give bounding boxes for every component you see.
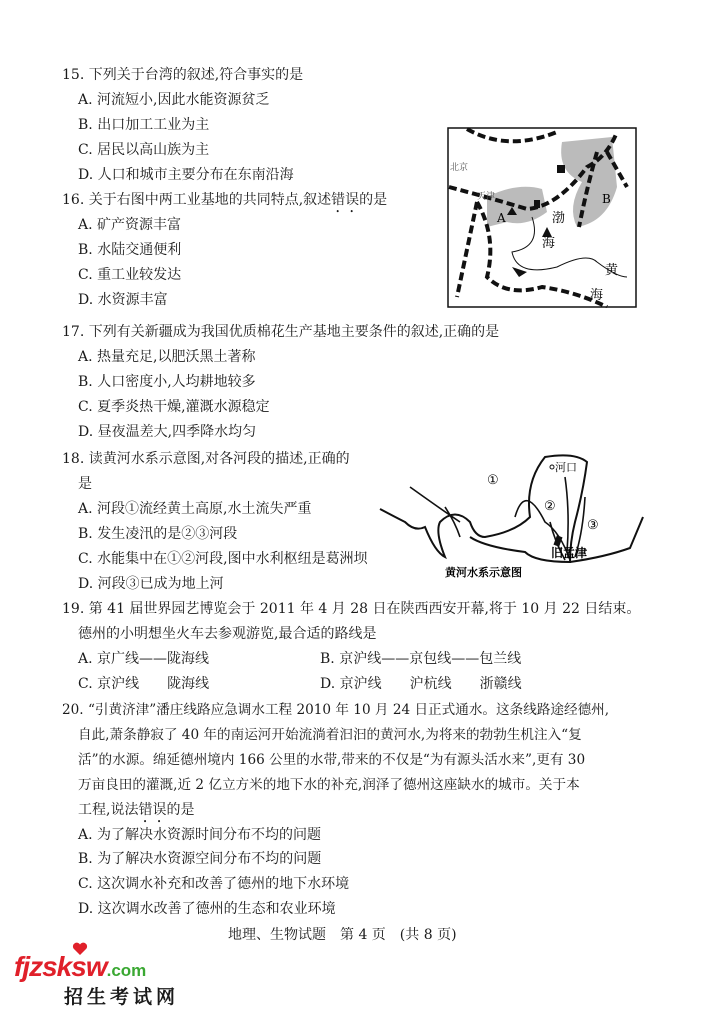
stem-text: 的是 bbox=[359, 192, 388, 208]
logo-site-text: fjzsksw bbox=[14, 951, 107, 982]
q16-option-d: D. 水资源丰富 bbox=[78, 292, 168, 308]
q19-option-c: C. 京沪线 陇海线 bbox=[78, 676, 210, 692]
stem-text: 工程,说法 bbox=[78, 802, 139, 818]
label-bo: 渤 bbox=[552, 211, 566, 226]
q19-option-b: B. 京沪线——京包线——包兰线 bbox=[320, 651, 522, 667]
question-15-stem: 15. 下列关于台湾的叙述,符合事实的是 bbox=[62, 67, 304, 83]
industrial-base-map bbox=[447, 127, 637, 308]
q20-option-c: C. 这次调水补充和改善了德州的地下水环境 bbox=[78, 876, 350, 892]
q16-option-b: B. 水陆交通便利 bbox=[78, 242, 182, 258]
q16-option-a: A. 矿产资源丰富 bbox=[78, 217, 182, 233]
q18-option-a: A. 河段①流经黄土高原,水土流失严重 bbox=[78, 501, 312, 517]
label-huang: 黄 bbox=[605, 263, 619, 278]
estuary-label: 河口 bbox=[555, 461, 577, 474]
label-tianjin: 天津 bbox=[477, 192, 496, 202]
label-b: B bbox=[602, 192, 611, 206]
question-20-stem: 20. “引黄济津”潘庄线路应急调水工程 2010 年 10 月 24 日正式通水。这条线路途经德州, bbox=[62, 702, 610, 718]
q18-option-d: D. 河段③已成为地上河 bbox=[78, 576, 224, 592]
question-17-stem: 17. 下列有关新疆成为我国优质棉花生产基地主要条件的叙述,正确的是 bbox=[62, 324, 500, 340]
q17-option-b: B. 人口密度小,人均耕地较多 bbox=[78, 374, 256, 390]
segment-3-label: ③ bbox=[587, 518, 599, 533]
q18-option-b: B. 发生凌汛的是②③河段 bbox=[78, 526, 238, 542]
label-beijing: 北京 bbox=[450, 163, 469, 173]
emphasis-text: 错误 bbox=[331, 192, 360, 208]
page-footer: 地理、生物试题 第 4 页 (共 8 页) bbox=[228, 927, 457, 943]
q15-option-c: C. 居民以高山族为主 bbox=[78, 142, 210, 158]
question-20-stem-cont: 活”的水源。绵延德州境内 166 公里的水带,带来的不仅是“为有源头活水来”,更有 30 bbox=[78, 752, 586, 768]
question-16-stem bbox=[62, 191, 387, 216]
label-a: A bbox=[497, 211, 506, 225]
question-19-stem-cont: 德州的小明想坐火车去参观游览,最合适的路线是 bbox=[78, 626, 377, 642]
q17-option-d: D. 昼夜温差大,四季降水均匀 bbox=[78, 424, 257, 440]
diagram-caption: 黄河水系示意图 bbox=[445, 566, 522, 579]
question-20-stem-end bbox=[78, 801, 194, 826]
q15-option-a: A. 河流短小,因此水能资源贫乏 bbox=[78, 92, 270, 108]
q20-option-a: A. 为了解决水资源时间分布不均的问题 bbox=[78, 827, 322, 843]
question-18-stem: 18. 读黄河水系示意图,对各河段的描述,正确的 bbox=[62, 451, 350, 467]
site-watermark-logo bbox=[14, 948, 214, 1013]
q18-option-c: C. 水能集中在①②河段,图中水利枢纽是葛洲坝 bbox=[78, 551, 368, 567]
yellow-river-diagram bbox=[375, 452, 645, 582]
logo-cn-text: 招生考试网 bbox=[64, 986, 180, 1008]
q16-option-c: C. 重工业较发达 bbox=[78, 267, 182, 283]
q17-option-a: A. 热量充足,以肥沃黑土著称 bbox=[78, 349, 256, 365]
question-19-stem: 19. 第 41 届世界园艺博览会于 2011 年 4 月 28 日在陕西西安开幕,将于 10 月 22 日结束。 bbox=[62, 601, 641, 617]
q15-option-d: D. 人口和城市主要分布在东南沿海 bbox=[78, 167, 294, 183]
label-hai: 海 bbox=[542, 236, 556, 251]
emphasis-text: 错误 bbox=[138, 802, 167, 818]
label-hai: 海 bbox=[590, 288, 604, 303]
q19-option-d: D. 京沪线 沪杭线 浙赣线 bbox=[320, 676, 522, 692]
q20-option-b: B. 为了解决水资源空间分布不均的问题 bbox=[78, 851, 322, 867]
question-18-stem-cont: 是 bbox=[78, 476, 92, 492]
question-20-stem-cont: 万亩良田的灌溉,近 2 亿立方米的地下水的补充,润泽了德州这座缺水的城市。关于本 bbox=[78, 777, 580, 793]
logo-site-row bbox=[14, 952, 146, 986]
q17-option-c: C. 夏季炎热干燥,灌溉水源稳定 bbox=[78, 399, 270, 415]
segment-1-label: ① bbox=[487, 473, 499, 488]
mengjin-label: 旧孟津 bbox=[551, 546, 588, 560]
q20-option-d: D. 这次调水改善了德州的生态和农业环境 bbox=[78, 901, 336, 917]
logo-tld-text: .com bbox=[106, 961, 147, 980]
stem-text: 16. 关于右图中两工业基地的共同特点,叙述 bbox=[62, 192, 332, 208]
segment-2-label: ② bbox=[544, 499, 556, 514]
q19-option-a: A. 京广线——陇海线 bbox=[78, 651, 210, 667]
q15-option-b: B. 出口加工工业为主 bbox=[78, 117, 210, 133]
question-20-stem-cont: 自此,萧条静寂了 40 年的南运河开始流淌着汩汩的黄河水,为将来的勃勃生机注入“复 bbox=[78, 727, 582, 743]
stem-text: 的是 bbox=[166, 802, 195, 818]
